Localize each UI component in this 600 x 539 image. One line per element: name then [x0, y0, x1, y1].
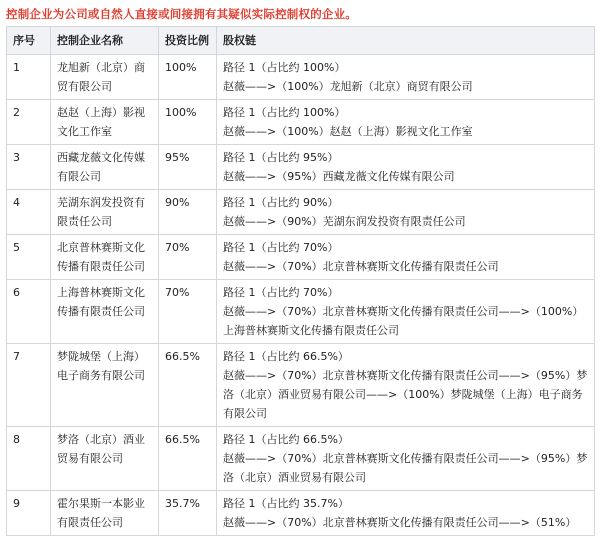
path-title: 路径 1（占比约 100%）: [223, 106, 346, 119]
path-title: 路径 1（占比约 90%）: [223, 196, 339, 209]
row-ratio: 100%: [159, 100, 217, 145]
row-no: 9: [7, 491, 51, 536]
row-no: 5: [7, 235, 51, 280]
row-ratio: 90%: [159, 190, 217, 235]
path-title: 路径 1（占比约 66.5%）: [223, 350, 349, 363]
table-row: [7, 145, 595, 190]
header-equity-chain: 股权链: [217, 27, 595, 55]
row-company-name: 龙旭新（北京）商贸有限公司: [51, 55, 159, 100]
row-ratio: 95%: [159, 145, 217, 190]
row-no: 1: [7, 55, 51, 100]
path-title: 路径 1（占比约 100%）: [223, 61, 346, 74]
row-no: 3: [7, 145, 51, 190]
path-title: 路径 1（占比约 70%）: [223, 286, 339, 299]
table-row: [7, 491, 595, 536]
row-equity-chain: [217, 427, 595, 491]
table-row: [7, 100, 595, 145]
path-detail: 赵薇——>（90%）芜湖东润发投资有限责任公司: [223, 215, 466, 228]
path-title: 路径 1（占比约 70%）: [223, 241, 339, 254]
controlled-companies-table: [6, 26, 595, 536]
row-equity-chain: [217, 344, 595, 427]
row-ratio: 66.5%: [159, 344, 217, 427]
table-row: [7, 280, 595, 344]
row-equity-chain: [217, 145, 595, 190]
header-company-name: 控制企业名称: [51, 27, 159, 55]
table-row: [7, 344, 595, 427]
header-investment-ratio: 投资比例: [159, 27, 217, 55]
path-title: 路径 1（占比约 95%）: [223, 151, 339, 164]
path-detail: 赵薇——>（100%）赵赵（上海）影视文化工作室: [223, 125, 473, 138]
row-company-name: 梦洛（北京）酒业贸易有限公司: [51, 427, 159, 491]
path-detail: 赵薇——>（100%）龙旭新（北京）商贸有限公司: [223, 80, 473, 93]
row-company-name: 西藏龙薇文化传媒有限公司: [51, 145, 159, 190]
row-company-name: 芜湖东润发投资有限责任公司: [51, 190, 159, 235]
row-no: 2: [7, 100, 51, 145]
path-detail: 赵薇——>（70%）北京普林赛斯文化传播有限责任公司: [223, 260, 499, 273]
path-detail: 赵薇——>（70%）北京普林赛斯文化传播有限责任公司——>（100%）上海普林赛斯文化传播有限责任公司: [223, 305, 584, 337]
row-no: 4: [7, 190, 51, 235]
row-equity-chain: [217, 491, 595, 536]
table-row: [7, 55, 595, 100]
row-company-name: 北京普林赛斯文化传播有限责任公司: [51, 235, 159, 280]
path-title: 路径 1（占比约 66.5%）: [223, 433, 349, 446]
table-row: [7, 235, 595, 280]
row-company-name: 赵赵（上海）影视文化工作室: [51, 100, 159, 145]
row-company-name: 上海普林赛斯文化传播有限责任公司: [51, 280, 159, 344]
row-equity-chain: [217, 235, 595, 280]
path-detail: 赵薇——>（70%）北京普林赛斯文化传播有限责任公司——>（51%）: [223, 516, 577, 529]
row-ratio: 66.5%: [159, 427, 217, 491]
row-no: 6: [7, 280, 51, 344]
table-header-row: [7, 27, 595, 55]
row-company-name: 梦陇城堡（上海）电子商务有限公司: [51, 344, 159, 427]
row-no: 8: [7, 427, 51, 491]
row-ratio: 70%: [159, 280, 217, 344]
path-detail: 赵薇——>（70%）北京普林赛斯文化传播有限责任公司——>（95%）梦洛（北京）酒业贸易有限公司——>（100%）梦陇城堡（上海）电子商务有限公司: [223, 369, 588, 420]
row-no: 7: [7, 344, 51, 427]
row-equity-chain: [217, 190, 595, 235]
row-equity-chain: [217, 100, 595, 145]
row-company-name: 霍尔果斯一本影业有限责任公司: [51, 491, 159, 536]
row-ratio: 35.7%: [159, 491, 217, 536]
table-row: [7, 190, 595, 235]
path-detail: 赵薇——>（95%）西藏龙薇文化传媒有限公司: [223, 170, 455, 183]
path-title: 路径 1（占比约 35.7%）: [223, 497, 349, 510]
path-detail: 赵薇——>（70%）北京普林赛斯文化传播有限责任公司——>（95%）梦洛（北京）酒业贸易有限公司: [223, 452, 588, 484]
row-ratio: 100%: [159, 55, 217, 100]
row-equity-chain: [217, 55, 595, 100]
header-no: 序号: [7, 27, 51, 55]
table-caption: 控制企业为公司或自然人直接或间接拥有其疑似实际控制权的企业。: [6, 7, 357, 21]
table-row: [7, 427, 595, 491]
row-equity-chain: [217, 280, 595, 344]
row-ratio: 70%: [159, 235, 217, 280]
